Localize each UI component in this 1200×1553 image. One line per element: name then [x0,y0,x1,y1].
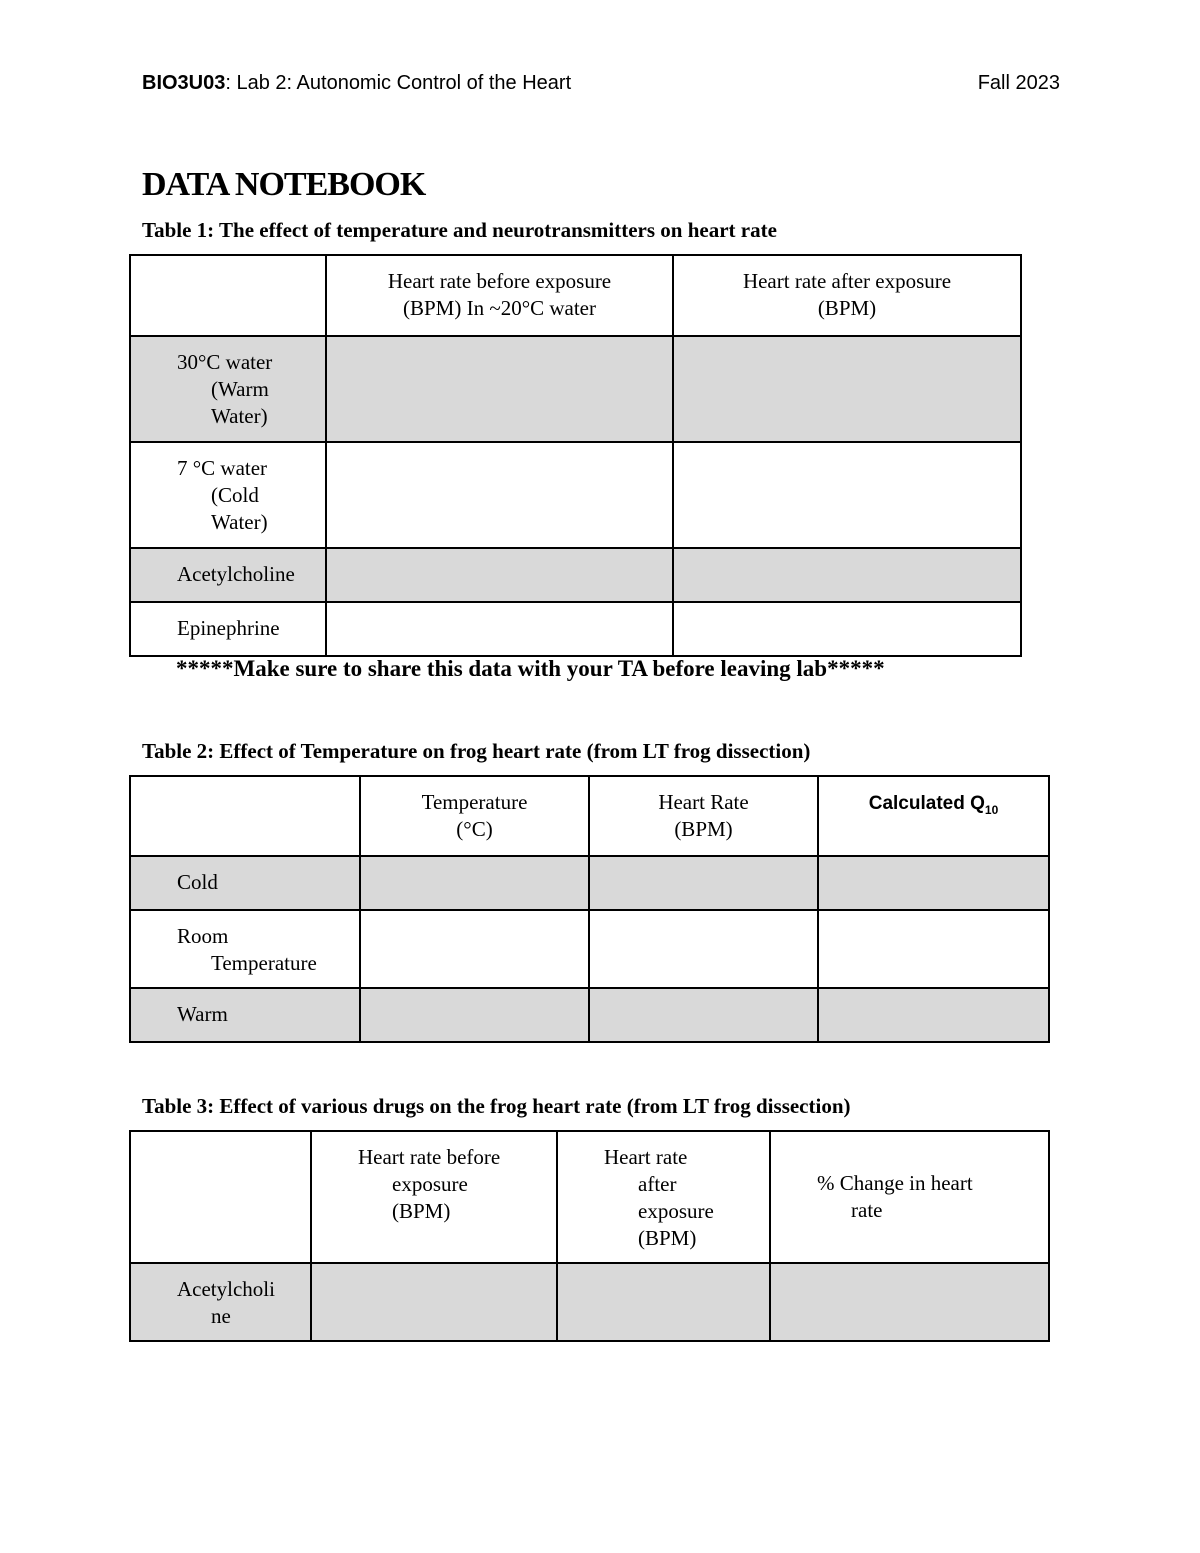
table-row [130,442,1021,548]
input-cell[interactable] [326,548,673,602]
table1-header-before: Heart rate before exposure (BPM) In ~20°C water [326,255,673,336]
table-row [130,1263,1049,1341]
table1 [129,254,1022,657]
page-header-term: Fall 2023 [977,72,1060,94]
table2-corner-cell [130,776,360,856]
input-cell[interactable] [673,548,1021,602]
table3 [129,1130,1050,1342]
input-cell[interactable] [818,910,1049,988]
input-cell[interactable] [589,988,818,1042]
table2-caption: Table 2: Effect of Temperature on frog heart rate (from LT frog dissection) [142,739,811,763]
table2-header-heart-rate: Heart Rate (BPM) [589,776,818,856]
table1-header-row [130,255,1021,336]
table2-header-temperature: Temperature (°C) [360,776,589,856]
table1-header-after: Heart rate after exposure (BPM) [673,255,1021,336]
input-cell[interactable] [557,1263,770,1341]
table3-header-after: Heart rate after exposure (BPM) [557,1131,770,1263]
table1-caption: Table 1: The effect of temperature and neurotransmitters on heart rate [142,218,777,242]
row-label-acetylcholine: Acetylcholi ne [130,1263,311,1341]
table-row [130,988,1049,1042]
course-code: BIO3U03 [142,72,226,94]
table2-header-q10: Calculated $Q_{10}$ [818,776,1049,856]
row-label-cold-water: 7 °C water (Cold Water) [130,442,326,548]
input-cell[interactable] [589,856,818,910]
share-data-note: *****Make sure to share this data with your TA before leaving lab***** [176,656,885,681]
input-cell[interactable] [673,442,1021,548]
table-row [130,602,1021,656]
input-cell[interactable] [326,602,673,656]
table-row [130,548,1021,602]
table3-caption: Table 3: Effect of various drugs on the frog heart rate (from LT frog dissection) [142,1094,851,1118]
table3-header-row [130,1131,1049,1263]
input-cell[interactable] [673,602,1021,656]
input-cell[interactable] [673,336,1021,442]
table3-corner-cell [130,1131,311,1263]
input-cell[interactable] [818,856,1049,910]
row-label-warm: Warm [130,988,360,1042]
input-cell[interactable] [326,442,673,548]
table-row [130,856,1049,910]
input-cell[interactable] [818,988,1049,1042]
input-cell[interactable] [360,856,589,910]
input-cell[interactable] [311,1263,557,1341]
input-cell[interactable] [326,336,673,442]
input-cell[interactable] [360,910,589,988]
table2-header-row [130,776,1049,856]
table3-header-before: Heart rate before exposure (BPM) [311,1131,557,1263]
table-row [130,910,1049,988]
table2 [129,775,1050,1043]
table3-header-percent-change: % Change in heart rate [770,1131,1049,1263]
lab-title: : Lab 2: Autonomic Control of the Heart [225,72,572,94]
page-header-course [142,72,571,95]
table1-corner-cell [130,255,326,336]
input-cell[interactable] [360,988,589,1042]
row-label-warm-water: 30°C water (Warm Water) [130,336,326,442]
row-label-epinephrine: Epinephrine [130,602,326,656]
input-cell[interactable] [770,1263,1049,1341]
input-cell[interactable] [589,910,818,988]
table-row [130,336,1021,442]
page-title: DATA NOTEBOOK [142,166,426,203]
row-label-acetylcholine: Acetylcholine [130,548,326,602]
row-label-room-temperature: Room Temperature [130,910,360,988]
row-label-cold: Cold [130,856,360,910]
